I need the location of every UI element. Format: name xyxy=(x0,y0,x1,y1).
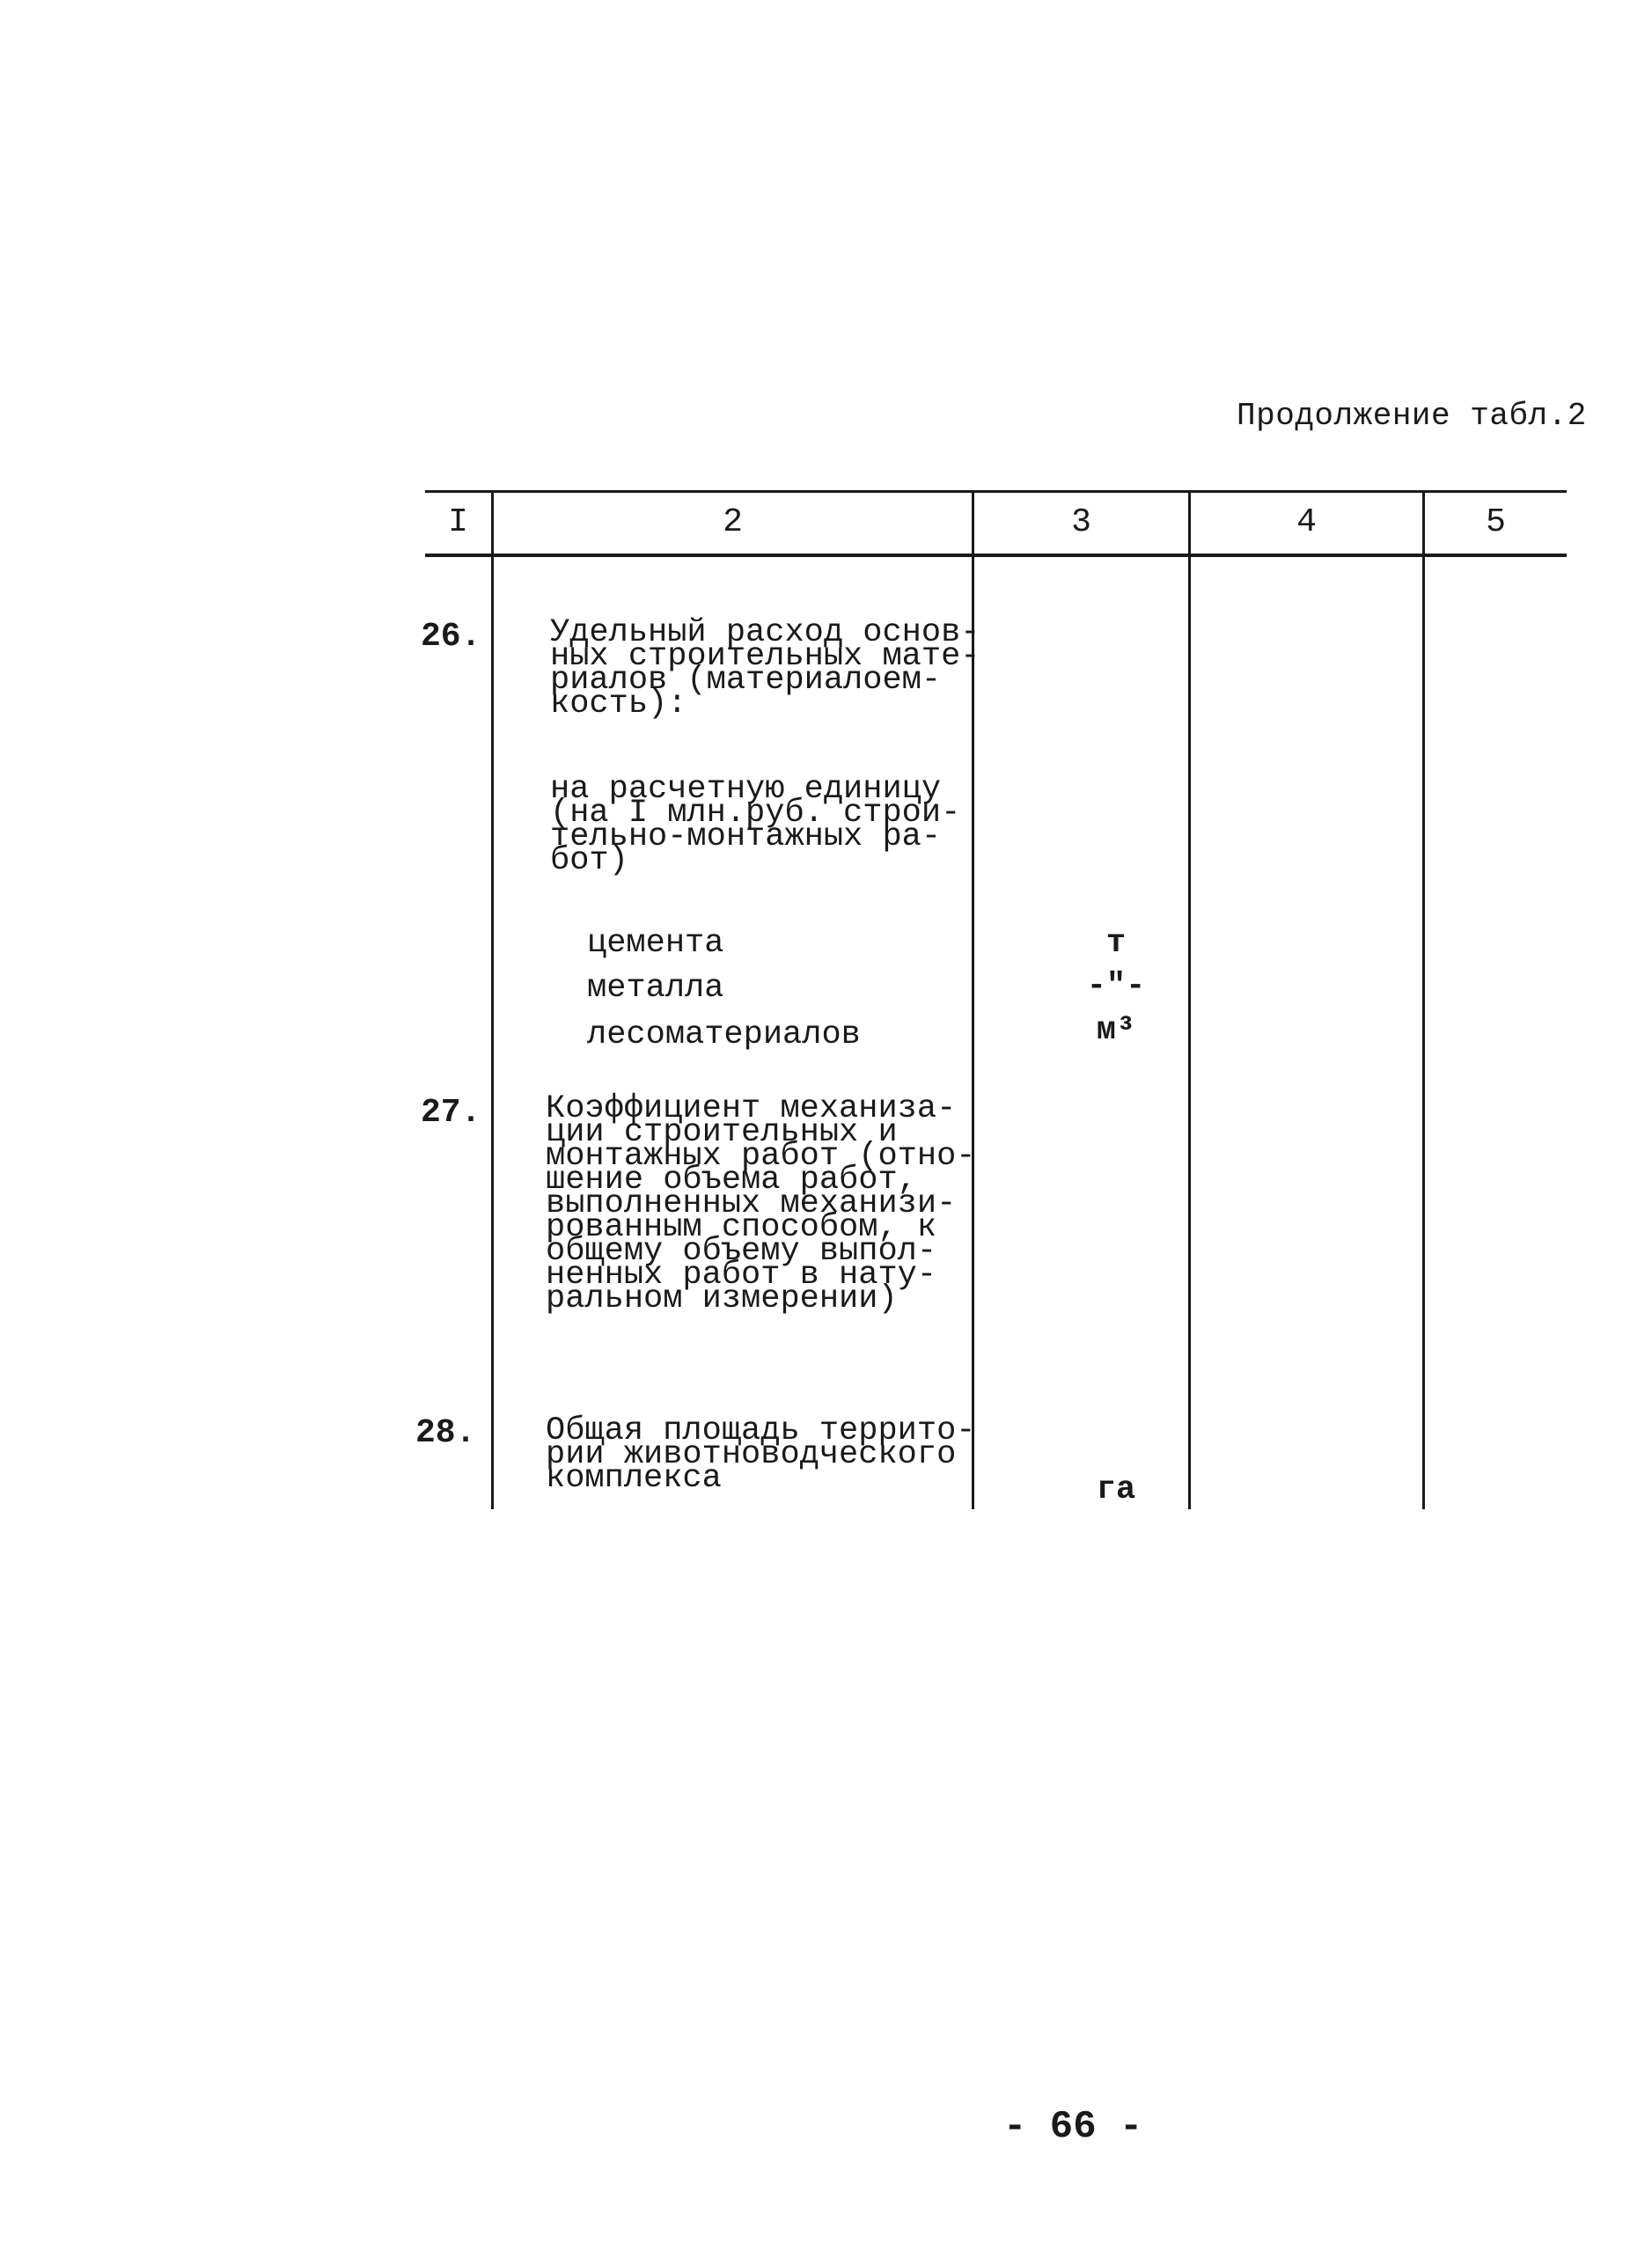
column-divider-3 xyxy=(1188,490,1191,1509)
row-description: Удельный расход основ- ных строительных мате- риалов (материалоем- кость): xyxy=(550,614,980,722)
area-unit: га xyxy=(1096,1471,1136,1508)
table-header-rule xyxy=(425,554,1567,557)
row-description: Общая площадь террито- рии животноводческого комплекса xyxy=(546,1412,976,1497)
row-number: 26. xyxy=(421,618,481,656)
row-number: 28. xyxy=(415,1414,476,1452)
column-divider-1 xyxy=(491,490,494,1509)
table-continuation-label: Продолжение табл.2 xyxy=(1237,398,1587,434)
material-name: лесоматериалов xyxy=(587,1016,861,1053)
column-header-4: 4 xyxy=(1296,503,1317,541)
row-subdescription: на расчетную единицу (на I млн.руб. строи- тельно-монтажных ра- бот) xyxy=(550,771,961,879)
column-header-2: 2 xyxy=(723,503,743,541)
row-number: 27. xyxy=(421,1094,481,1132)
material-unit: т xyxy=(1105,925,1127,962)
material-unit: -"- xyxy=(1086,968,1146,1005)
column-header-5: 5 xyxy=(1486,503,1506,541)
material-unit: м³ xyxy=(1096,1012,1136,1049)
material-name: металла xyxy=(587,970,724,1007)
column-header-1: I xyxy=(448,503,468,541)
material-name: цемента xyxy=(587,925,724,962)
column-divider-4 xyxy=(1422,490,1425,1509)
page-number: - 66 - xyxy=(1003,2105,1143,2149)
column-header-3: 3 xyxy=(1071,503,1091,541)
row-description: Коэффициент механиза- ции строительных и монтажных работ (отно- шение объема работ, выполненных механизи- рованным способом, к общему объему выпол- ненных работ в нату- ральном измерении) xyxy=(546,1090,976,1317)
table-top-rule xyxy=(425,490,1567,493)
